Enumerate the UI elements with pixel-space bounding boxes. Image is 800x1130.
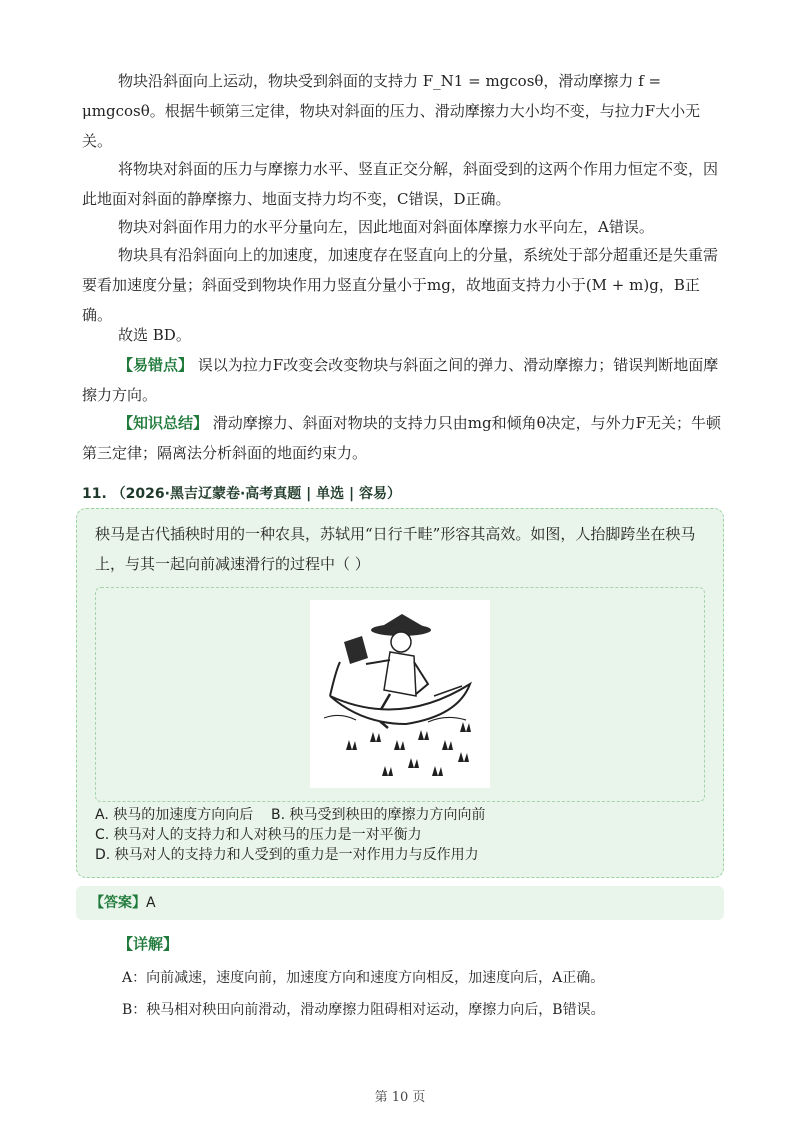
answer-bar: [76, 886, 724, 920]
detail-line-a: A：向前减速，速度向前，加速度方向和速度方向相反，加速度向后，A正确。: [122, 970, 605, 986]
mistake-point: [82, 350, 722, 410]
page-number: 第 10 页: [374, 1090, 426, 1105]
solution-paragraph-1: 物块沿斜面向上运动，物块受到斜面的支持力 F_N1 = mgcosθ，滑动摩擦力 f = μmgcosθ。根据牛顿第三定律，物块对斜面的压力、滑动摩擦力大小均不变，与拉力F大小无关。: [82, 72, 701, 150]
mistake-text: 误以为拉力F改变会改变物块与斜面之间的弹力、滑动摩擦力；错误判断地面摩擦力方向。: [82, 356, 719, 404]
summary-label: 【知识总结】: [118, 414, 209, 432]
detail-title: 【详解】: [118, 935, 179, 953]
solution-paragraph-2: 将物块对斜面的压力与摩擦力水平、竖直正交分解，斜面受到的这两个作用力恒定不变，因此地面对斜面的静摩擦力、地面支持力均不变，C错误，D正确。: [82, 160, 719, 208]
answer-label: 【答案】A: [90, 895, 156, 911]
option-c[interactable]: C. 秧马对人的支持力和人对秧马的压力是一对平衡力: [95, 827, 422, 843]
option-d[interactable]: D. 秧马对人的支持力和人受到的重力是一对作用力与反作用力: [95, 847, 479, 863]
solution-paragraph-4: 物块具有沿斜面向上的加速度，加速度存在竖直向上的分量，系统处于部分超重还是失重需要看加速度分量；斜面受到物块作用力竖直分量小于mg，故地面支持力小于(M + m)g，B正确。: [82, 246, 719, 324]
summary-text: 滑动摩擦力、斜面对物块的支持力只由mg和倾角θ决定，与外力F无关；牛顿第三定律；隔离法分析斜面的地面约束力。: [82, 414, 722, 462]
mistake-label: 【易错点】: [118, 356, 194, 374]
solution-paragraph-3: 物块对斜面作用力的水平分量向左，因此地面对斜面体摩擦力水平向左，A错误。: [118, 218, 654, 236]
question-header: 11. （2026·黑吉辽蒙卷·高考真题 | 单选 | 容易）: [82, 486, 401, 502]
question-stem: 秧马是古代插秧时用的一种农具，苏轼用“日行千畦”形容其高效。如图，人抬脚跨坐在秧马上，与其一起向前减速滑行的过程中（ ）: [95, 525, 696, 573]
options-list: [95, 805, 486, 865]
yangma-illustration: [310, 600, 490, 788]
option-row-ab[interactable]: A. 秧马的加速度方向向后 B. 秧马受到秧田的摩擦力方向向前: [95, 807, 486, 823]
knowledge-summary: [82, 408, 722, 468]
detail-line-b: B：秧马相对秧田向前滑动，滑动摩擦力阻碍相对运动，摩擦力向后，B错误。: [122, 1002, 605, 1018]
yangma-drawing: [310, 600, 490, 788]
solution-conclusion: 故选 BD。: [118, 326, 191, 344]
answer-value: A: [146, 895, 156, 911]
question-box: [76, 508, 724, 878]
figure-frame: [95, 587, 705, 802]
